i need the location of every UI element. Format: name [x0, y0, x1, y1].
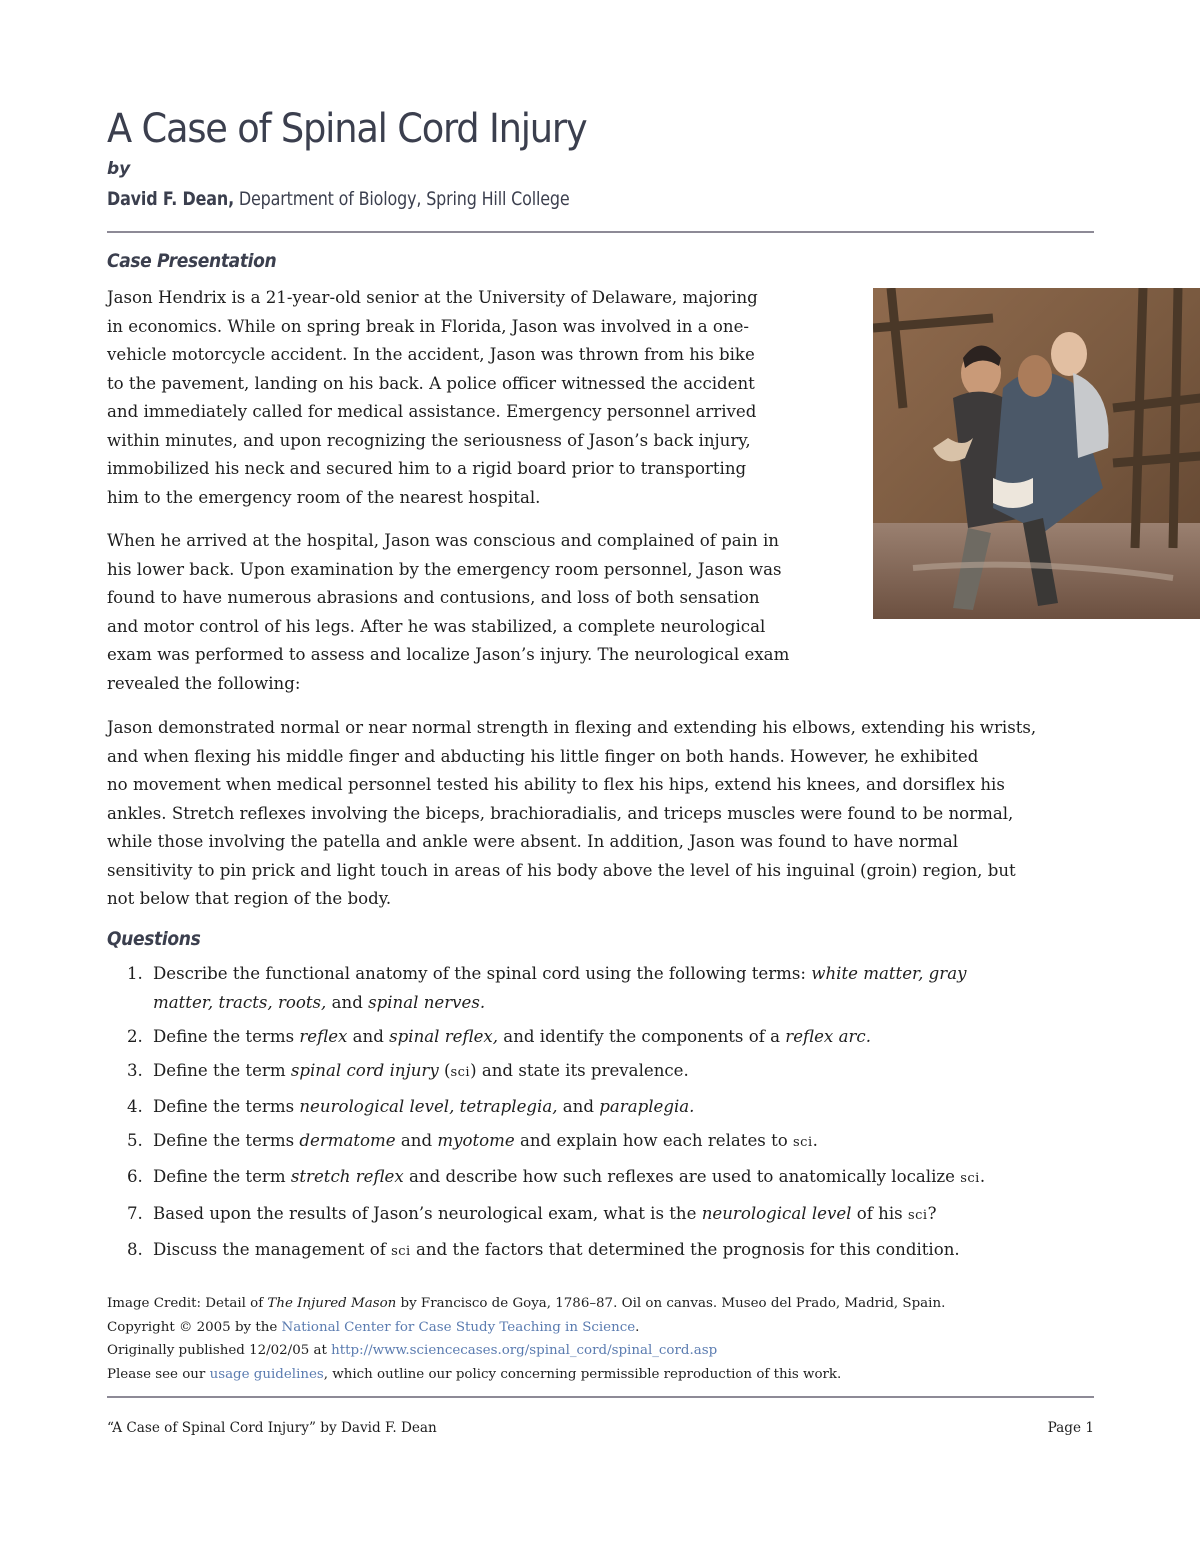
question-text-part: and	[395, 1131, 438, 1151]
question-number: 8.	[127, 1239, 143, 1259]
paragraph-line: ankles. Stretch reflexes involving the biceps, brachioradialis, and triceps muscles were found to be normal,	[107, 803, 1014, 823]
author-affiliation: Department of Biology, Spring Hill College	[233, 188, 570, 210]
question-text-part: Based upon the results of Jason’s neurological exam, what is the	[153, 1203, 702, 1223]
question-text	[153, 1023, 985, 1052]
paragraph-line: not below that region of the body.	[107, 889, 392, 908]
question-number: 1.	[127, 964, 143, 983]
question-term: matter, tracts, roots,	[153, 992, 327, 1012]
image-credit-suffix: by Francisco de Goya, 1786–87. Oil on canvas. Museo del Prado, Madrid, Spain.	[396, 1296, 946, 1311]
question-text-part: and describe how such reflexes are used to anatomically localize	[403, 1167, 961, 1187]
question-text	[153, 1163, 985, 1194]
footer-citation: “A Case of Spinal Cord Injury” by David F. Dean	[107, 1420, 437, 1436]
question-text-part: and	[347, 1026, 390, 1046]
nccstt-link[interactable]: National Center for Case Study Teaching in Science	[281, 1319, 636, 1335]
question-text-part: Define the term	[153, 1060, 291, 1080]
question-number: 2.	[127, 1026, 143, 1046]
copyright-prefix: Copyright © 2005 by the	[107, 1319, 282, 1335]
guidelines-prefix: Please see our	[107, 1366, 210, 1382]
footer-divider	[107, 1396, 1094, 1398]
question-term: myotome	[437, 1131, 515, 1151]
question-text	[153, 1127, 985, 1158]
question-number: 5.	[127, 1131, 143, 1151]
paragraph-line: while those involving the patella and ankle were absent. In addition, Jason was found to have normal	[107, 832, 959, 851]
paragraph-line: immobilized his neck and secured him to a rigid board prior to transporting	[107, 459, 747, 478]
credits-block	[107, 1292, 945, 1386]
paragraph-line: him to the emergency room of the nearest hospital.	[107, 487, 541, 507]
question-item	[107, 1057, 985, 1088]
question-text-part: and	[557, 1097, 600, 1117]
question-term: white matter, gray	[811, 964, 967, 983]
copyright-line	[107, 1316, 945, 1340]
paragraph-line: and when flexing his middle finger and abducting his little finger on both hands. However, he exhibited	[107, 746, 979, 766]
question-term: spinal cord injury	[290, 1060, 439, 1080]
question-text	[153, 1093, 985, 1122]
question-text	[153, 1200, 985, 1231]
question-text	[153, 960, 985, 1017]
question-term: reflex arc.	[785, 1026, 871, 1046]
question-item	[107, 1163, 985, 1194]
case-presentation-heading: Case Presentation	[107, 250, 277, 272]
question-term: spinal reflex,	[389, 1026, 499, 1046]
question-text-part: Define the terms	[153, 1131, 300, 1151]
question-text-part: Define the terms	[153, 1026, 300, 1046]
paragraph-line: and immediately called for medical assistance. Emergency personnel arrived	[107, 402, 757, 421]
question-term: neurological level, tetraplegia,	[299, 1097, 558, 1117]
paragraph-line: Jason Hendrix is a 21-year-old senior at the University of Delaware, majoring	[107, 288, 758, 307]
question-term: spinal nerves.	[368, 992, 486, 1012]
question-term: paraplegia.	[599, 1097, 695, 1117]
page-number: Page 1	[1047, 1420, 1094, 1436]
question-text-part: Discuss the management of	[153, 1239, 392, 1259]
author-name: David F. Dean,	[107, 188, 234, 210]
page-title: A Case of Spinal Cord Injury	[107, 106, 587, 152]
question-item	[107, 1236, 985, 1267]
question-term: neurological level	[701, 1203, 852, 1223]
question-item	[107, 1127, 985, 1158]
paragraph-line: in economics. While on spring break in Florida, Jason was involved in a one-	[107, 316, 749, 336]
header-divider	[107, 231, 1094, 233]
question-text-part: Define the terms	[153, 1097, 300, 1117]
guidelines-suffix: , which outline our policy concerning permissible reproduction of this work.	[323, 1366, 842, 1382]
question-text	[153, 1057, 985, 1088]
question-number: 6.	[127, 1167, 143, 1187]
question-number: 4.	[127, 1097, 143, 1117]
copyright-suffix: .	[635, 1319, 640, 1335]
question-number: 7.	[127, 1203, 143, 1223]
paragraph-line: found to have numerous abrasions and contusions, and loss of both sensation	[107, 588, 760, 607]
question-number: 3.	[127, 1060, 143, 1080]
paragraph-line: his lower back. Upon examination by the emergency room personnel, Jason was	[107, 559, 782, 579]
question-text-part: .	[979, 1167, 986, 1187]
question-text-part: and identify the components of a	[498, 1026, 786, 1046]
questions-heading: Questions	[107, 928, 201, 950]
question-item	[107, 1023, 985, 1052]
image-credit-title: The Injured Mason	[267, 1296, 397, 1311]
question-term: dermatome	[299, 1131, 396, 1151]
question-text-part: .	[812, 1131, 818, 1151]
image-credit-line	[107, 1292, 945, 1316]
question-item	[107, 1093, 985, 1122]
question-text-part: Define the term	[153, 1167, 291, 1187]
published-line	[107, 1339, 945, 1363]
question-text-part: and	[326, 992, 369, 1012]
question-text	[153, 1236, 985, 1267]
paragraph-line: to the pavement, landing on his back. A police officer witnessed the accident	[107, 373, 755, 393]
question-text-part: ) and state its prevalence.	[470, 1060, 689, 1080]
case-paragraph-2	[107, 527, 789, 698]
image-credit-prefix: Image Credit: Detail of	[107, 1296, 268, 1311]
sci-abbrev: sci	[391, 1243, 411, 1259]
paragraph-line: sensitivity to pin prick and light touch in areas of his body above the level of his inguinal (groin) region, but	[107, 860, 1016, 880]
questions-list	[107, 960, 985, 1272]
injured-mason-painting	[873, 288, 1200, 619]
painting-illustration	[873, 288, 1200, 619]
usage-guidelines-link[interactable]: usage guidelines	[209, 1366, 324, 1382]
paragraph-line: Jason demonstrated normal or near normal strength in flexing and extending his elbows, extending his wrists,	[107, 718, 1037, 737]
sci-abbrev: sci	[960, 1171, 980, 1187]
question-item	[107, 960, 985, 1017]
sci-abbrev: sci	[907, 1207, 928, 1223]
question-term: reflex	[299, 1026, 348, 1046]
paragraph-line: exam was performed to assess and localize Jason’s injury. The neurological exam	[107, 645, 790, 664]
author-line	[107, 188, 569, 210]
question-item	[107, 1200, 985, 1231]
case-paragraph-3	[107, 714, 1036, 914]
question-text-part: Describe the functional anatomy of the spinal cord using the following terms:	[153, 964, 812, 983]
question-text-part: and explain how each relates to	[514, 1131, 793, 1151]
sci-abbrev: sci	[793, 1135, 813, 1151]
case-url-link[interactable]: http://www.sciencecases.org/spinal_cord/spinal_cord.asp	[331, 1343, 718, 1358]
guidelines-line	[107, 1363, 945, 1387]
question-text-part: of his	[851, 1203, 908, 1223]
paragraph-line: and motor control of his legs. After he was stabilized, a complete neurological	[107, 616, 766, 636]
question-term: stretch reflex	[290, 1167, 404, 1187]
question-text-part: ?	[927, 1203, 937, 1223]
paragraph-line: no movement when medical personnel tested his ability to flex his hips, extend his knees, and dorsiflex his	[107, 775, 1005, 794]
paragraph-line: vehicle motorcycle accident. In the accident, Jason was thrown from his bike	[107, 345, 755, 364]
case-paragraph-1	[107, 284, 758, 512]
paragraph-line: within minutes, and upon recognizing the seriousness of Jason’s back injury,	[107, 430, 751, 450]
paragraph-line: When he arrived at the hospital, Jason was conscious and complained of pain in	[107, 531, 779, 550]
question-text-part: (	[438, 1060, 451, 1080]
published-prefix: Originally published 12/02/05 at	[107, 1343, 332, 1358]
document-page	[107, 0, 1094, 1553]
byline-by: by	[107, 159, 131, 179]
question-text-part: and the factors that determined the prognosis for this condition.	[410, 1239, 960, 1259]
paragraph-line: revealed the following:	[107, 673, 301, 693]
sci-abbrev: sci	[450, 1064, 471, 1080]
